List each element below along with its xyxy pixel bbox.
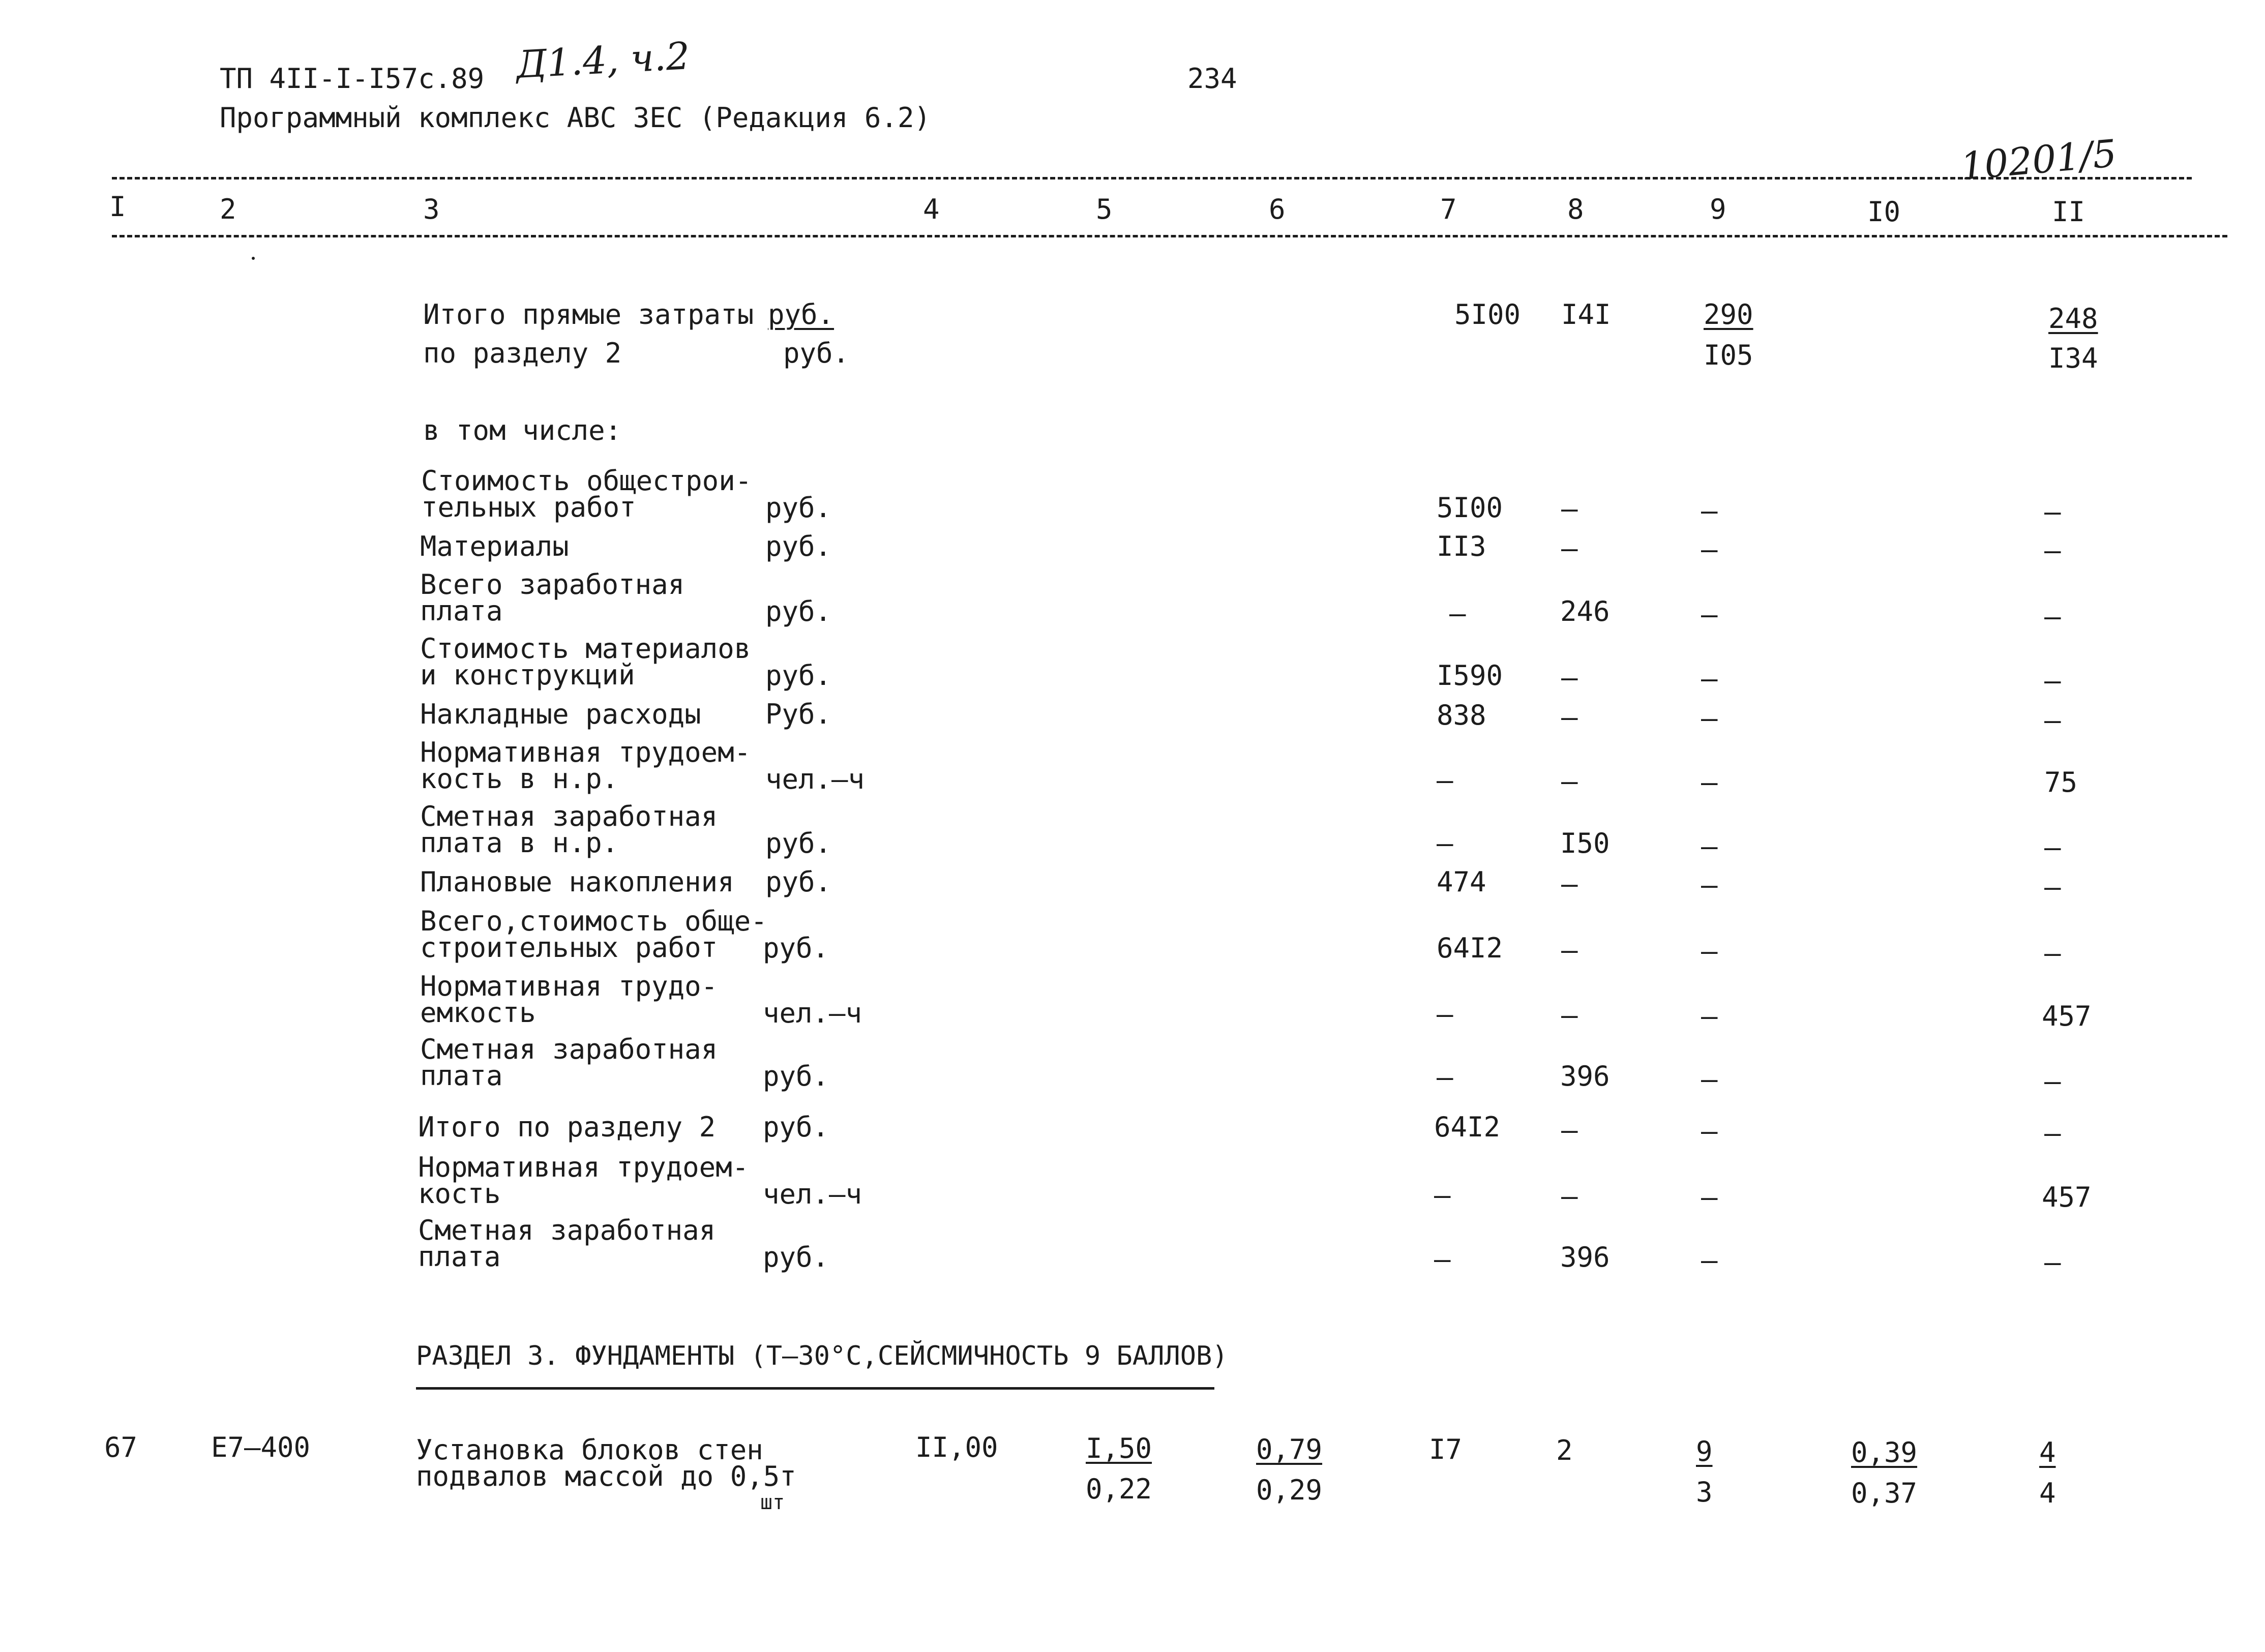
row-col8: – <box>1561 532 1578 564</box>
row-col7: – <box>1437 998 1453 1030</box>
column-number-4: 4 <box>923 193 940 225</box>
item-col7: I7 <box>1429 1433 1463 1465</box>
row-label-line1: Всего,стоимость обще- <box>420 905 767 937</box>
row-col11: 457 <box>2042 1181 2092 1213</box>
row-col7: 474 <box>1437 866 1486 898</box>
row-unit: чел.–ч <box>763 997 862 1029</box>
ink-dot <box>252 257 255 260</box>
row-unit: руб. <box>765 866 832 898</box>
row-col11: 457 <box>2042 1000 2092 1032</box>
row-label-line2: плата <box>418 1241 501 1273</box>
totals-col9-top: 290 <box>1704 298 1753 331</box>
row-col11: – <box>2044 600 2061 633</box>
row-label-line2: строительных работ <box>420 932 718 964</box>
row-col11: – <box>2044 704 2061 736</box>
totals-col9-bottom: I05 <box>1704 339 1753 371</box>
row-col8: 396 <box>1560 1241 1610 1273</box>
row-col11: – <box>2044 1117 2061 1149</box>
column-number-7: 7 <box>1440 193 1457 225</box>
row-col9: – <box>1701 702 1718 734</box>
row-col9: – <box>1701 533 1718 565</box>
handwritten-reference: Д1.4, ч.2 <box>515 34 691 87</box>
row-col9: – <box>1701 663 1718 695</box>
row-label-line1: Стоимость материалов <box>420 633 751 665</box>
row-col7: – <box>1437 827 1453 859</box>
row-col8: – <box>1561 1180 1578 1212</box>
row-col11: – <box>2044 496 2061 528</box>
row-col7: 838 <box>1437 699 1486 731</box>
row-col11: – <box>2044 831 2061 863</box>
row-label-line1: Плановые накопления <box>420 866 734 898</box>
row-label-line1: Стоимость общестрои- <box>421 465 752 497</box>
row-col7: – <box>1437 1061 1453 1093</box>
row-col7: – <box>1434 1179 1451 1211</box>
item-col8: 2 <box>1556 1434 1573 1466</box>
row-col9: – <box>1701 869 1718 901</box>
row-label-line2: емкость <box>420 997 536 1029</box>
row-label-line2: кость <box>418 1178 501 1210</box>
column-number-2: 2 <box>220 193 236 225</box>
row-label-line2: плата <box>420 1060 503 1092</box>
row-col9: – <box>1701 1181 1718 1213</box>
row-col9: – <box>1701 495 1718 527</box>
row-col9: – <box>1701 1244 1718 1276</box>
row-label-line2: и конструкций <box>420 659 635 691</box>
row-col7: II3 <box>1437 530 1486 562</box>
row-col7: 64I2 <box>1437 932 1503 964</box>
section3-title: РАЗДЕЛ 3. ФУНДАМЕНТЫ (Т–30°С,СЕЙСМИЧНОСТЬ 9 БАЛЛОВ) <box>416 1341 1228 1371</box>
row-unit: руб. <box>765 492 832 524</box>
row-col8: – <box>1561 493 1578 525</box>
row-unit: руб. <box>763 1111 829 1143</box>
column-number-9: 9 <box>1710 193 1726 225</box>
row-col9: – <box>1701 1063 1718 1095</box>
row-label-line2: тельных работ <box>421 491 636 523</box>
row-col7: – <box>1449 597 1466 629</box>
row-label-line2: плата <box>420 595 503 627</box>
row-col9: – <box>1701 1115 1718 1147</box>
row-col11: – <box>2044 937 2061 969</box>
row-col7: – <box>1434 1243 1451 1275</box>
row-col8: – <box>1561 999 1578 1031</box>
row-col8: – <box>1561 765 1578 797</box>
header-bottom-dashed-line <box>112 235 2227 237</box>
item-col10-top: 0,39 <box>1851 1436 1918 1468</box>
row-col8: 396 <box>1560 1060 1610 1092</box>
column-number-11: II <box>2052 196 2085 228</box>
row-col11: – <box>2044 871 2061 903</box>
column-number-10: I0 <box>1867 196 1901 228</box>
row-label-line1: Нормативная трудо- <box>420 970 718 1002</box>
column-number-6: 6 <box>1269 193 1286 225</box>
item-col11-bottom: 4 <box>2039 1477 2056 1509</box>
row-label-line1: Итого по разделу 2 <box>418 1111 716 1143</box>
row-unit: чел.–ч <box>763 1178 862 1210</box>
totals-col11-top: 248 <box>2048 303 2098 335</box>
row-unit: руб. <box>765 530 832 562</box>
row-col7: – <box>1437 764 1453 796</box>
page-number: 234 <box>1187 63 1237 95</box>
column-number-1: I <box>109 191 126 223</box>
item-unit: шт <box>760 1491 785 1514</box>
section3-title-underline <box>416 1387 1214 1390</box>
row-col9: – <box>1701 830 1718 862</box>
row-col8: – <box>1561 1114 1578 1146</box>
row-label-line1: Сметная заработная <box>420 800 718 832</box>
row-col9: – <box>1701 935 1718 967</box>
row-col7: 64I2 <box>1434 1111 1501 1143</box>
including-label: в том числе: <box>423 414 622 446</box>
row-col11: – <box>2044 665 2061 697</box>
row-col9: – <box>1701 598 1718 630</box>
row-col8: – <box>1561 868 1578 900</box>
row-label-line2: плата в н.р. <box>420 827 619 859</box>
row-label-line2: кость в н.р. <box>420 763 619 795</box>
item-code: Е7–400 <box>211 1431 311 1463</box>
totals-label-line2: по разделу 2 <box>423 337 622 369</box>
row-label-line1: Материалы <box>420 530 569 562</box>
item-col11-top: 4 <box>2039 1436 2056 1468</box>
totals-label-line1: Итого прямые затраты <box>423 298 754 331</box>
row-col11: – <box>2044 1246 2061 1278</box>
totals-col7: 5I00 <box>1454 298 1521 331</box>
row-col11: – <box>2044 534 2061 566</box>
row-col7: I590 <box>1437 659 1503 692</box>
item-col9-bottom: 3 <box>1696 1476 1713 1508</box>
row-label-line1: Сметная заработная <box>420 1033 718 1065</box>
row-col8: – <box>1561 934 1578 966</box>
item-col6-bottom: 0,29 <box>1256 1474 1323 1506</box>
row-label-line1: Всего заработная <box>420 568 685 600</box>
row-col7: 5I00 <box>1437 492 1503 524</box>
row-label-line1: Сметная заработная <box>418 1214 716 1246</box>
row-col8: – <box>1561 662 1578 694</box>
column-number-3: 3 <box>423 193 440 225</box>
row-unit: руб. <box>765 659 832 692</box>
item-col4: II,00 <box>915 1431 998 1463</box>
row-col8: I50 <box>1560 827 1610 859</box>
item-description-line1: Установка блоков стен <box>416 1434 763 1466</box>
row-unit: руб. <box>763 1060 829 1092</box>
item-col5-top: I,50 <box>1086 1432 1152 1464</box>
row-unit: Руб. <box>765 698 832 730</box>
row-unit: руб. <box>765 827 832 859</box>
header-top-dashed-line <box>112 177 2192 179</box>
inventory-number: 10201/5 <box>1958 131 2119 189</box>
row-unit: руб. <box>765 595 832 627</box>
row-label-line1: Нормативная трудоем- <box>418 1151 749 1183</box>
program-name: Программный комплекс АВС ЗЕС (Редакция 6.2) <box>220 102 931 134</box>
item-col6-top: 0,79 <box>1256 1433 1323 1465</box>
item-col5-bottom: 0,22 <box>1086 1473 1152 1505</box>
row-col8: 246 <box>1560 595 1610 627</box>
column-number-8: 8 <box>1567 193 1584 225</box>
row-col11: 75 <box>2044 766 2078 798</box>
row-unit: чел.–ч <box>765 763 865 795</box>
totals-col8: I4I <box>1561 298 1611 331</box>
totals-unit-1: руб. <box>768 298 835 331</box>
item-col10-bottom: 0,37 <box>1851 1477 1918 1509</box>
row-col11: – <box>2044 1065 2061 1097</box>
row-col8: – <box>1561 701 1578 733</box>
column-number-5: 5 <box>1096 193 1113 225</box>
document-code: ТП 4II-I-I57с.89 <box>220 63 485 95</box>
row-unit: руб. <box>763 1241 829 1273</box>
item-number: 67 <box>104 1431 138 1463</box>
row-label-line1: Нормативная трудоем- <box>420 736 751 768</box>
item-description-line2: подвалов массой до 0,5т <box>416 1460 796 1492</box>
item-col9-top: 9 <box>1696 1435 1713 1467</box>
row-col9: – <box>1701 766 1718 798</box>
row-label-line1: Накладные расходы <box>420 698 701 730</box>
totals-col11-bottom: I34 <box>2048 342 2098 374</box>
totals-unit-2: руб. <box>783 337 850 369</box>
row-col9: – <box>1701 1000 1718 1032</box>
row-unit: руб. <box>763 932 829 964</box>
